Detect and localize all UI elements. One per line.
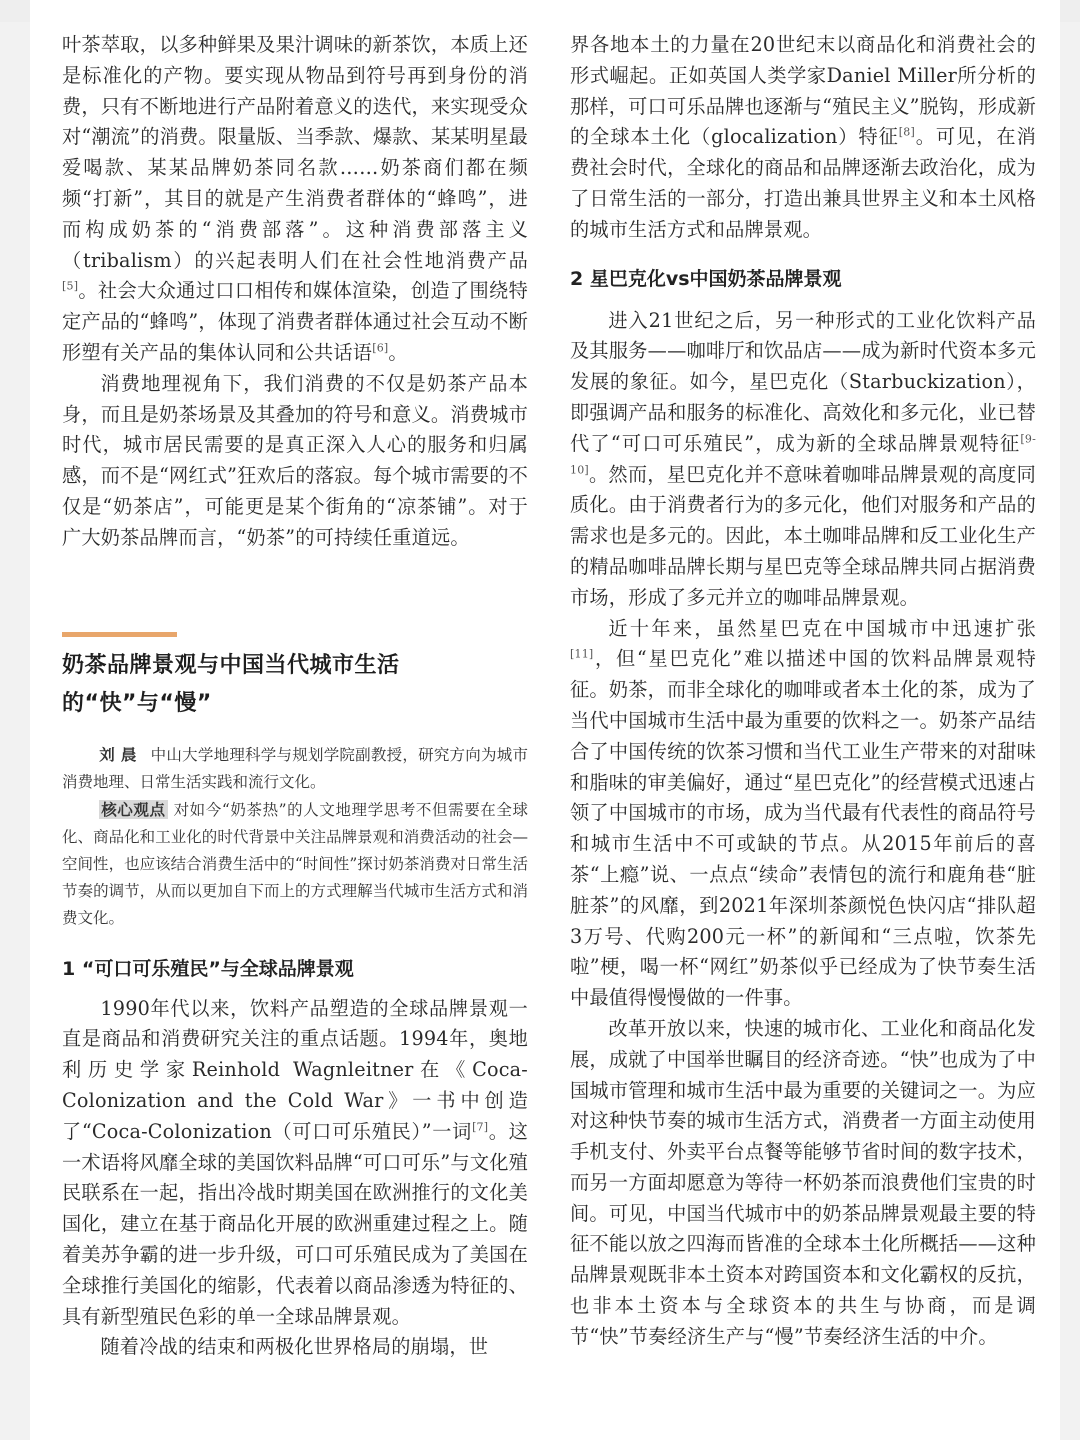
author-name: 刘晨 (99, 744, 143, 764)
text-run: 。社会大众通过口口相传和媒体渲染，创造了围绕特定产品的“蜂鸣”，体现了消费者群体通过社会互动不断形塑有关产品的集体认同和公共话语 (62, 279, 528, 364)
spacer (62, 723, 528, 741)
key-point (62, 796, 528, 932)
citation: [6] (372, 341, 389, 355)
body-paragraph: 随着冷战的结束和两极化世界格局的崩塌，世 (100, 1335, 489, 1359)
spacer (62, 554, 528, 632)
right-column (570, 30, 1036, 1353)
spacer (62, 932, 528, 954)
author-info (62, 741, 528, 796)
text-run: 。这一术语将风靡全球的美国饮料品牌“可口可乐”与文化殖民联系在一起，指出冷战时期美国在欧洲推行的文化美国化，建立在基于商品化开展的欧洲重建过程之上。随着美苏争霸的进一步升级，可口可乐殖民成为了美国在全球推行美国化的缩影，代表着以商品渗透为特征的、具有新型殖民色彩的单一全球品牌景观。 (62, 1119, 529, 1328)
body-paragraph (570, 306, 1036, 614)
citation: [7] (472, 1120, 489, 1134)
text-run: ，但“星巴克化”难以描述中国的饮料品牌景观特征。奶茶，而非全球化的咖啡或者本土化的茶，成为了当代中国城市生活中最为重要的饮料之一。奶茶产品结合了中国传统的饮茶习惯和当代工业生产带来的对甜味和脂味的审美偏好，通过“星巴克化”的经营模式迅速占领了中国城市的市场，成为当代最有代表性的商品符号和城市生活中不可或缺的节点。从2015年前后的喜茶“上瘾”说、一点点“续命”表情包的流行和鹿角巷“脏脏茶”的风靡，到2021年深圳茶颜悦色快闪店“排队超3万号、代购200元一杯”的新闻和“三点啦，饮茶先啦”梗，喝一杯“网红”奶茶似乎已经成为了快节奏生活中最值得慢慢做的一件事。 (570, 647, 1036, 1010)
citation: [5] (62, 279, 79, 293)
citation: [9-10] (570, 432, 1036, 477)
text-run: 进入21世纪之后，另一种形式的工业化饮料产品及其服务——咖啡厅和饮品店——成为新时代资本多元发展的象征。如今，星巴克化（Starbuckization），即强调产品和服务的标准化、高效化和多元化，业已替代了“可口可乐殖民”，成为新的全球品牌景观特征 (570, 308, 1036, 455)
article-title: 奶茶品牌景观与中国当代城市生活的“快”与“慢” (62, 652, 400, 716)
text-run: 界各地本土的力量在20世纪末以商品化和消费社会的形式崛起。正如英国人类学家Daniel Miller所分析的那样，可口可乐品牌也逐渐与“殖民主义”脱钩，形成新的全球本土化（glocalization）特征 (570, 33, 1036, 149)
key-point-text: 对如今“奶茶热”的人文地理学思考不但需要在全球化、商品化和工业化的时代背景中关注品牌景观和消费活动的社会—空间性，也应该结合消费生活中的“时间性”探讨奶茶消费对日常生活节奏的调节，从而以更加自下而上的方式理解当代城市生活方式和消费文化。 (62, 800, 528, 927)
key-point-label: 核心观点 (101, 799, 166, 819)
text-run: 。可见，在消费社会时代，全球化的商品和品牌逐渐去政治化，成为了日常生活的一部分，打造出兼具世界主义和本土风格的城市生活方式和品牌景观。 (570, 125, 1036, 241)
body-paragraph (570, 30, 1036, 246)
body-paragraph: 改革开放以来，快速的城市化、工业化和商品化发展，成就了中国举世瞩目的经济奇迹。“快”也成为了中国城市管理和城市生活中最为重要的关键词之一。为应对这种快节奏的城市生活方式，消费者一方面主动使用手机支付、外卖平台点餐等能够节省时间的数字技术，而另一方面却愿意为等待一杯奶茶而浪费他们宝贵的时间。可见，中国当代城市中的奶茶品牌景观最主要的特征不能以放之四海而皆准的全球本土化所概括——这种品牌景观既非本土资本对跨国资本和文化霸权的反抗，也非本土资本与全球资本的共生与协商，而是调节“快”节奏经济生产与“慢”节奏经济生活的中介。 (570, 1016, 1036, 1348)
body-paragraph (570, 614, 1036, 1014)
text-run: 1990年代以来，饮料产品塑造的全球品牌景观一直是商品和消费研究关注的重点话题。1994年，奥地利历史学家Reinhold Wagnleitner在《Coca-Colonization and the Cold War》一书中创造了“Coca-Colonization（可口可乐殖民）”一词 (62, 996, 528, 1143)
spacer (570, 246, 1036, 264)
section-heading: 1 “可口可乐殖民”与全球品牌景观 (62, 957, 354, 980)
body-paragraph: 消费地理视角下，我们消费的不仅是奶茶产品本身，而且是奶茶场景及其叠加的符号和意义。消费城市时代，城市居民需要的是真正深入人心的服务和归属感，而不是“网红式”狂欢后的落寂。每个城市需要的不仅是“奶茶店”，可能更是某个街角的“凉茶铺”。对于广大奶茶品牌而言，“奶茶”的可持续任重道远。 (62, 371, 528, 549)
text-run: 。然而，星巴克化并不意味着咖啡品牌景观的高度同质化。由于消费者行为的多元化，他们对服务和产品的需求也是多元的。因此，本土咖啡品牌和反工业化生产的精品咖啡品牌长期与星巴克等全球品牌共同占据消费市场，形成了多元并立的咖啡品牌景观。 (570, 462, 1036, 609)
body-paragraph (62, 994, 528, 1333)
text-run: 。 (388, 340, 408, 364)
citation: [8] (898, 126, 915, 139)
spacer (62, 984, 528, 994)
left-column (62, 30, 528, 1363)
spacer (62, 637, 528, 647)
text-run: 叶茶萃取，以多种鲜果及果汁调味的新茶饮，本质上还是标准化的产物。要实现从物品到符号再到身份的消费，只有不断地进行产品附着意义的迭代，来实现受众对“潮流”的消费。限量版、当季款、爆款、某某明星最爱喝款、某某品牌奶茶同名款……奶茶商们都在频频“打新”，其目的就是产生消费者群体的“蜂鸣”，进而构成奶茶的“消费部落”。这种消费部落主义（tribalism）的兴起表明人们在社会性地消费产品 (62, 33, 528, 272)
section-heading: 2 星巴克化vs中国奶茶品牌景观 (570, 267, 842, 290)
citation: [11] (570, 647, 594, 661)
body-paragraph (62, 30, 528, 369)
spacer (570, 294, 1036, 306)
text-run: 近十年来，虽然星巴克在中国城市中迅速扩张 (608, 616, 1036, 640)
author-bio: 中山大学地理科学与规划学院副教授，研究方向为城市消费地理、日常生活实践和流行文化。 (62, 745, 528, 791)
